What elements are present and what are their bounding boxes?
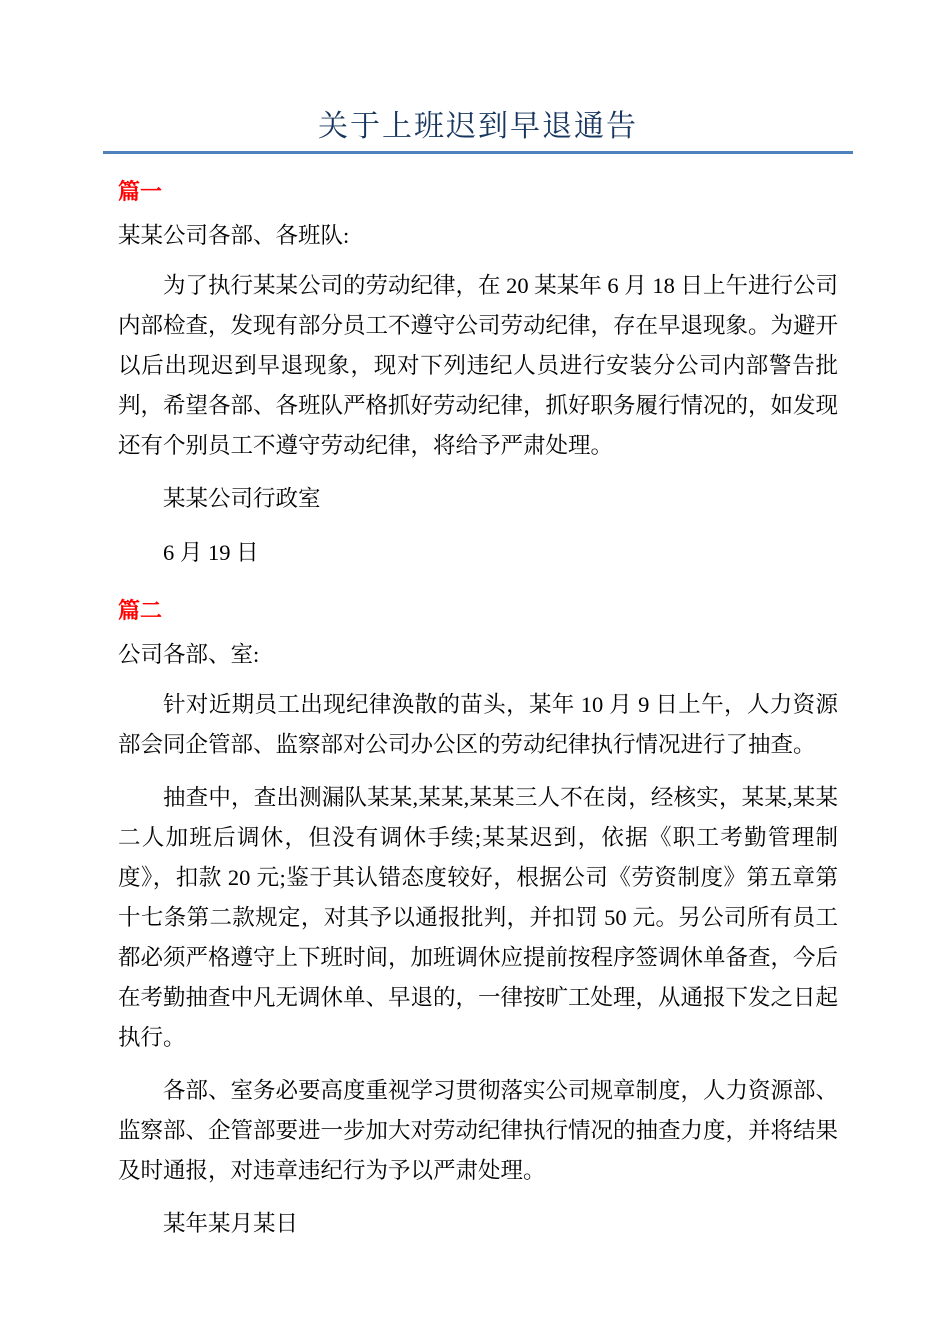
section-2-heading: 篇二 (118, 598, 163, 623)
section-1-salutation: 某某公司各部、各班队: (118, 223, 350, 248)
section-1-paragraph: 为了执行某某公司的劳动纪律，在 20 某某年 6 月 18 日上午进行公司内部检查，发现有部分员工不遵守公司劳动纪律，存在早退现象。为避开以后出现迟到早退现象，现对下列违纪人员进行安装分公司内部警告批判，希望各部、各班队严格抓好劳动纪律，抓好职务履行情况的，如发现还有个别员工不遵守劳动纪律，将给予严肃处理。 (118, 273, 839, 458)
section-1 (118, 178, 838, 573)
document-title: 关于上班迟到早退通告 (318, 110, 638, 143)
title-underline-rule (103, 151, 853, 154)
section-2-paragraph-1: 针对近期员工出现纪律涣散的苗头，某年 10 月 9 日上午，人力资源部会同企管部、监察部对公司办公区的劳动纪律执行情况进行了抽查。 (118, 692, 838, 757)
section-2-salutation: 公司各部、室: (118, 642, 260, 667)
section-1-heading: 篇一 (118, 179, 163, 204)
section-2 (118, 597, 838, 1244)
section-2-paragraph-3: 各部、室务必要高度重视学习贯彻落实公司规章制度，人力资源部、监察部、企管部要进一步加大对劳动纪律执行情况的抽查力度，并将结果及时通报，对违章违纪行为予以严肃处理。 (118, 1078, 839, 1183)
section-2-signature-date: 某年某月某日 (163, 1211, 299, 1236)
section-1-signature-org: 某某公司行政室 (163, 486, 321, 511)
document-content (118, 108, 838, 1244)
section-2-paragraph-2: 抽查中，查出测漏队某某,某某,某某三人不在岗，经核实，某某,某某二人加班后调休，但没有调休手续;某某迟到，依据《职工考勤管理制度》，扣款 20 元;鉴于其认错态度较好，根据公司《劳资制度》第五章第十七条第二款规定，对其予以通报批判，并扣罚 50 元。另公司所有员工都必须严格遵守上下班时间，加班调休应提前按程序签调休单备查，今后在考勤抽查中凡无调休单、早退的，一律按旷工处理，从通报下发之日起执行。 (118, 785, 839, 1050)
section-1-signature-date: 6 月 19 日 (163, 540, 259, 565)
